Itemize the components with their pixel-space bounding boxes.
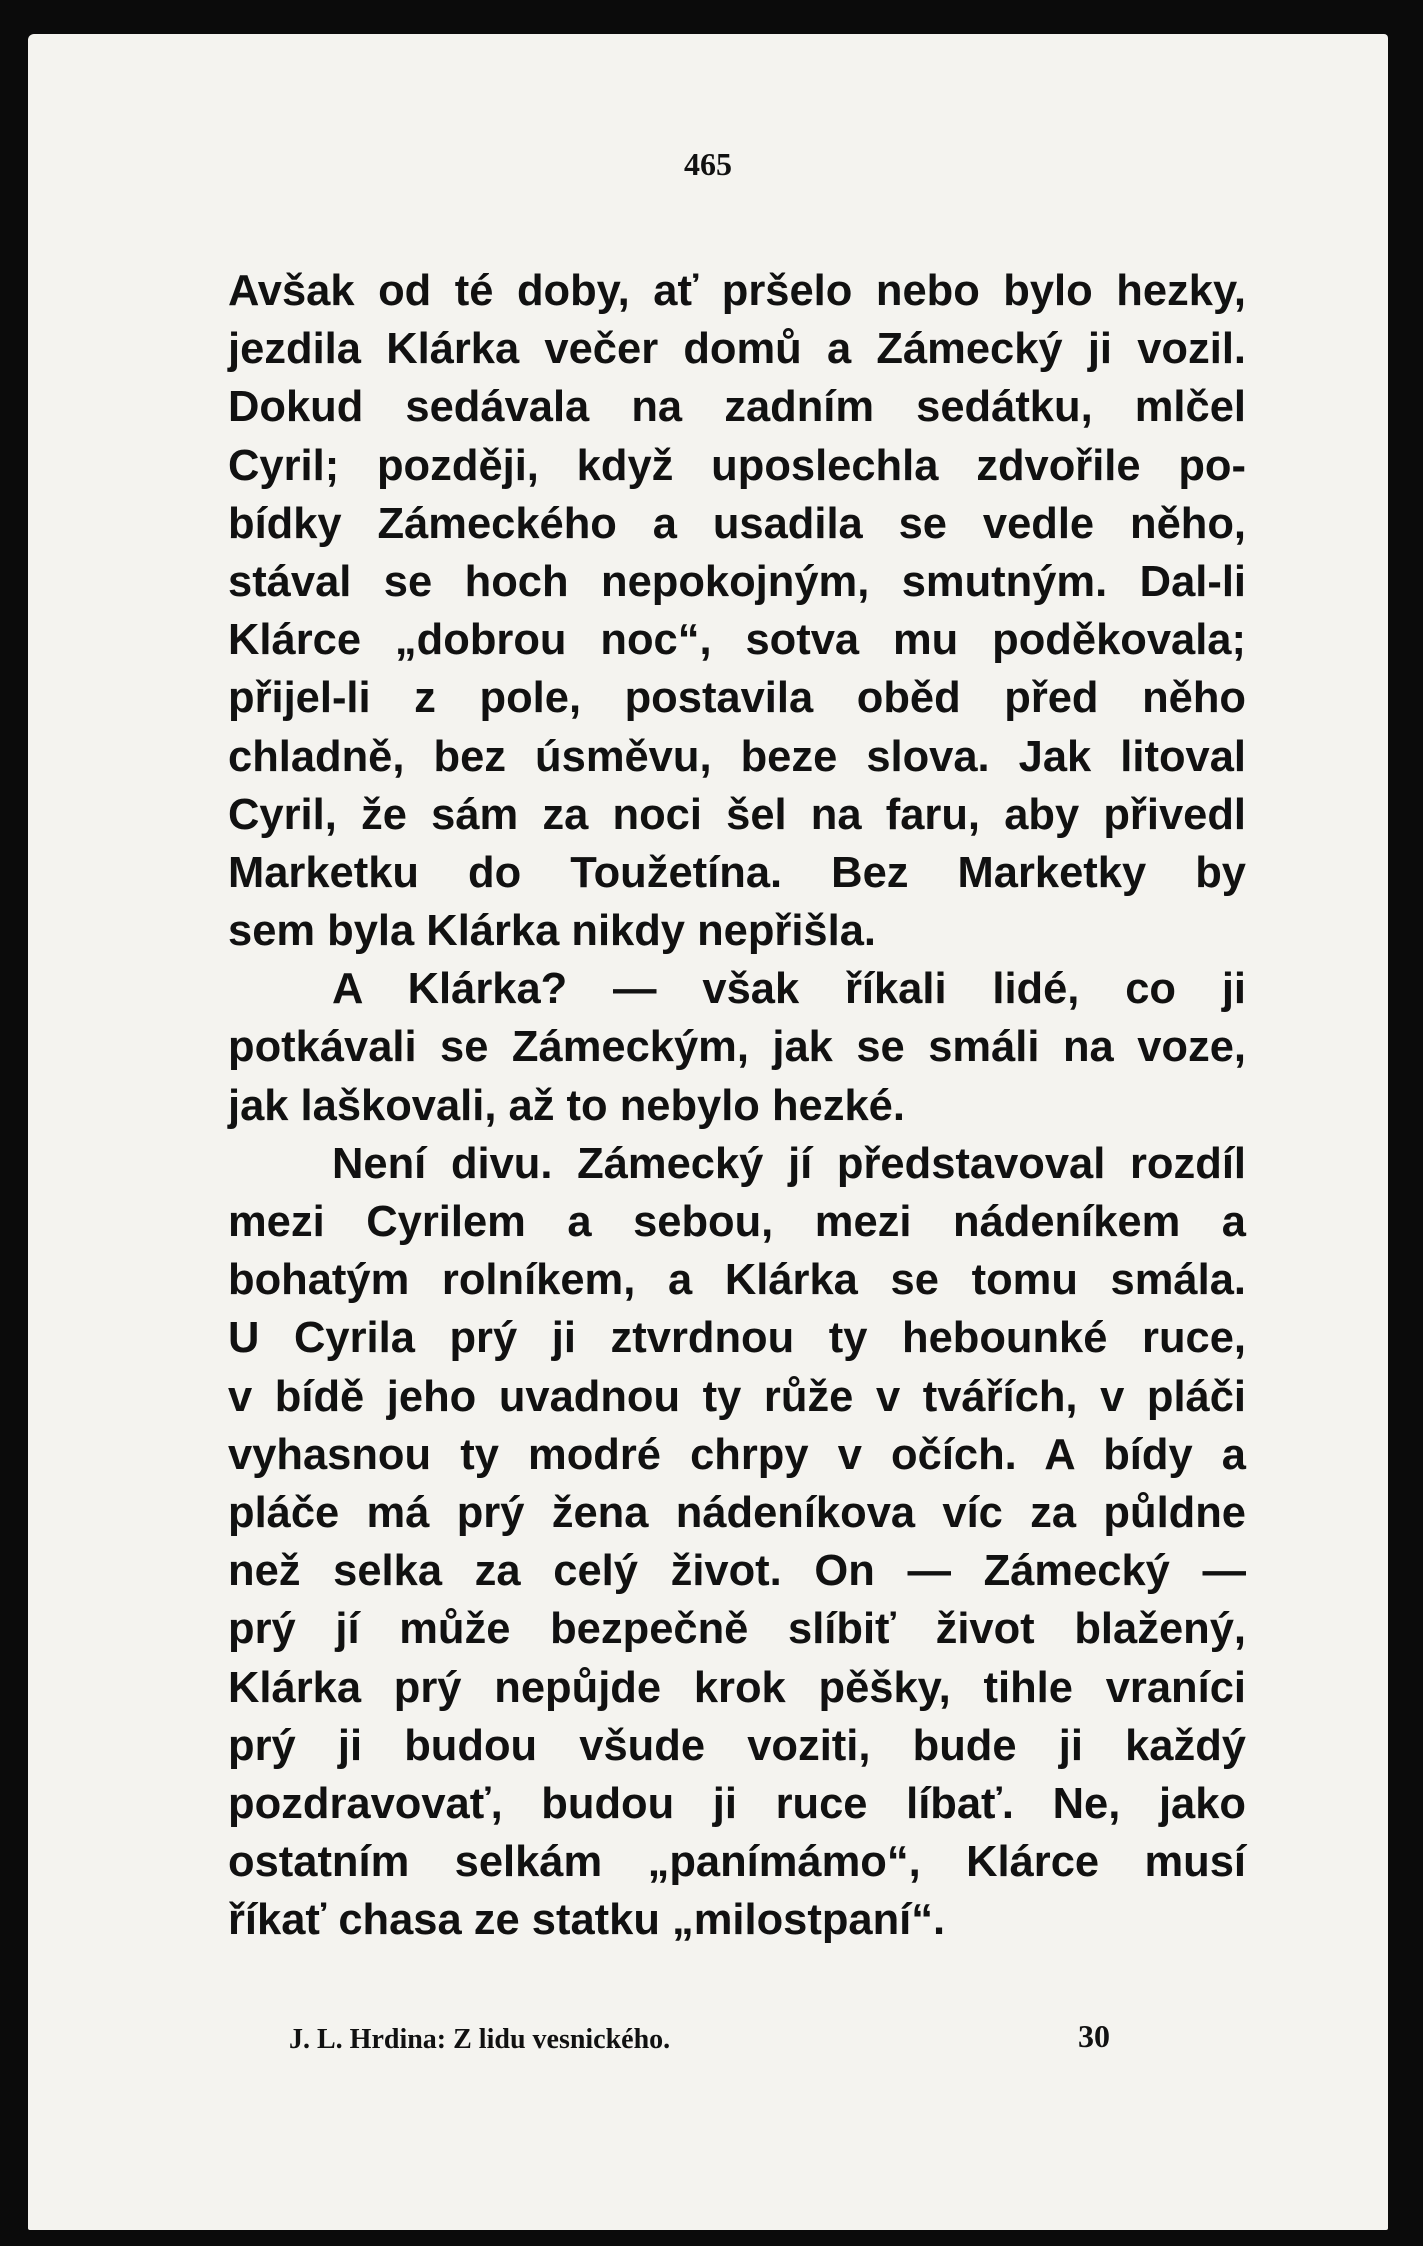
text-line: vyhasnou ty modré chrpy v očích. A bídy a bbox=[228, 1430, 1246, 1479]
text-line: Není divu. Zámecký jí představoval rozdíl bbox=[332, 1139, 1246, 1188]
text-line: chladně, bez úsměvu, beze slova. Jak litoval bbox=[228, 732, 1246, 781]
text-line: sem byla Klárka nikdy nepřišla. bbox=[228, 907, 876, 956]
paragraph bbox=[228, 262, 1246, 960]
paragraph bbox=[228, 960, 1246, 1135]
text-line: v bídě jeho uvadnou ty růže v tvářích, v pláči bbox=[228, 1372, 1246, 1421]
text-line: Klárka prý nepůjde krok pěšky, tihle vraníci bbox=[228, 1663, 1246, 1712]
text-line: ostatním selkám „panímámo“, Klárce musí bbox=[228, 1838, 1246, 1887]
text-line: bídky Zámeckého a usadila se vedle něho, bbox=[228, 499, 1246, 548]
text-line: prý ji budou všude voziti, bude ji každý bbox=[228, 1721, 1246, 1770]
text-line: A Klárka? — však říkali lidé, co ji bbox=[332, 965, 1246, 1014]
text-line: Avšak od té doby, ať pršelo nebo bylo hezky, bbox=[228, 267, 1246, 315]
text-line: Klárce „dobrou noc“, sotva mu poděkovala; bbox=[228, 616, 1246, 665]
book-page bbox=[28, 34, 1388, 2230]
footer-author-title: J. L. Hrdina: Z lidu vesnického. bbox=[289, 2024, 671, 2055]
text-line: bohatým rolníkem, a Klárka se tomu smála. bbox=[228, 1256, 1246, 1305]
footer-signature-mark: 30 bbox=[1078, 2018, 1110, 2054]
text-line: potkávali se Zámeckým, jak se smáli na voze, bbox=[228, 1023, 1246, 1072]
text-line: pláče má prý žena nádeníkova víc za půldne bbox=[228, 1488, 1246, 1537]
text-line: pozdravovať, budou ji ruce líbať. Ne, jako bbox=[228, 1779, 1246, 1828]
paragraph bbox=[228, 1135, 1246, 1950]
text-line: Dokud sedávala na zadním sedátku, mlčel bbox=[228, 383, 1246, 432]
body-text bbox=[228, 262, 1246, 1949]
text-line: Marketku do Toužetína. Bez Marketky by bbox=[228, 848, 1246, 897]
text-line: Cyril, že sám za noci šel na faru, aby přivedl bbox=[228, 790, 1246, 839]
page-number: 465 bbox=[684, 146, 732, 182]
text-line: říkať chasa ze statku „milostpaní“. bbox=[228, 1896, 946, 1945]
text-line: Cyril; později, když uposlechla zdvořile po- bbox=[228, 441, 1246, 490]
text-line: jak laškovali, až to nebylo hezké. bbox=[228, 1081, 905, 1130]
text-line: prý jí může bezpečně slíbiť život blažený, bbox=[228, 1605, 1246, 1654]
text-line: mezi Cyrilem a sebou, mezi nádeníkem a bbox=[228, 1198, 1246, 1246]
text-line: stával se hoch nepokojným, smutným. Dal-li bbox=[228, 557, 1246, 606]
text-line: přijel-li z pole, postavila oběd před něho bbox=[228, 674, 1246, 723]
text-line: než selka za celý život. On — Zámecký — bbox=[228, 1547, 1246, 1596]
text-line: U Cyrila prý ji ztvrdnou ty hebounké ruce, bbox=[228, 1314, 1246, 1363]
text-line: jezdila Klárka večer domů a Zámecký ji vozil. bbox=[228, 325, 1246, 374]
scan-right-edge bbox=[1393, 0, 1423, 2246]
